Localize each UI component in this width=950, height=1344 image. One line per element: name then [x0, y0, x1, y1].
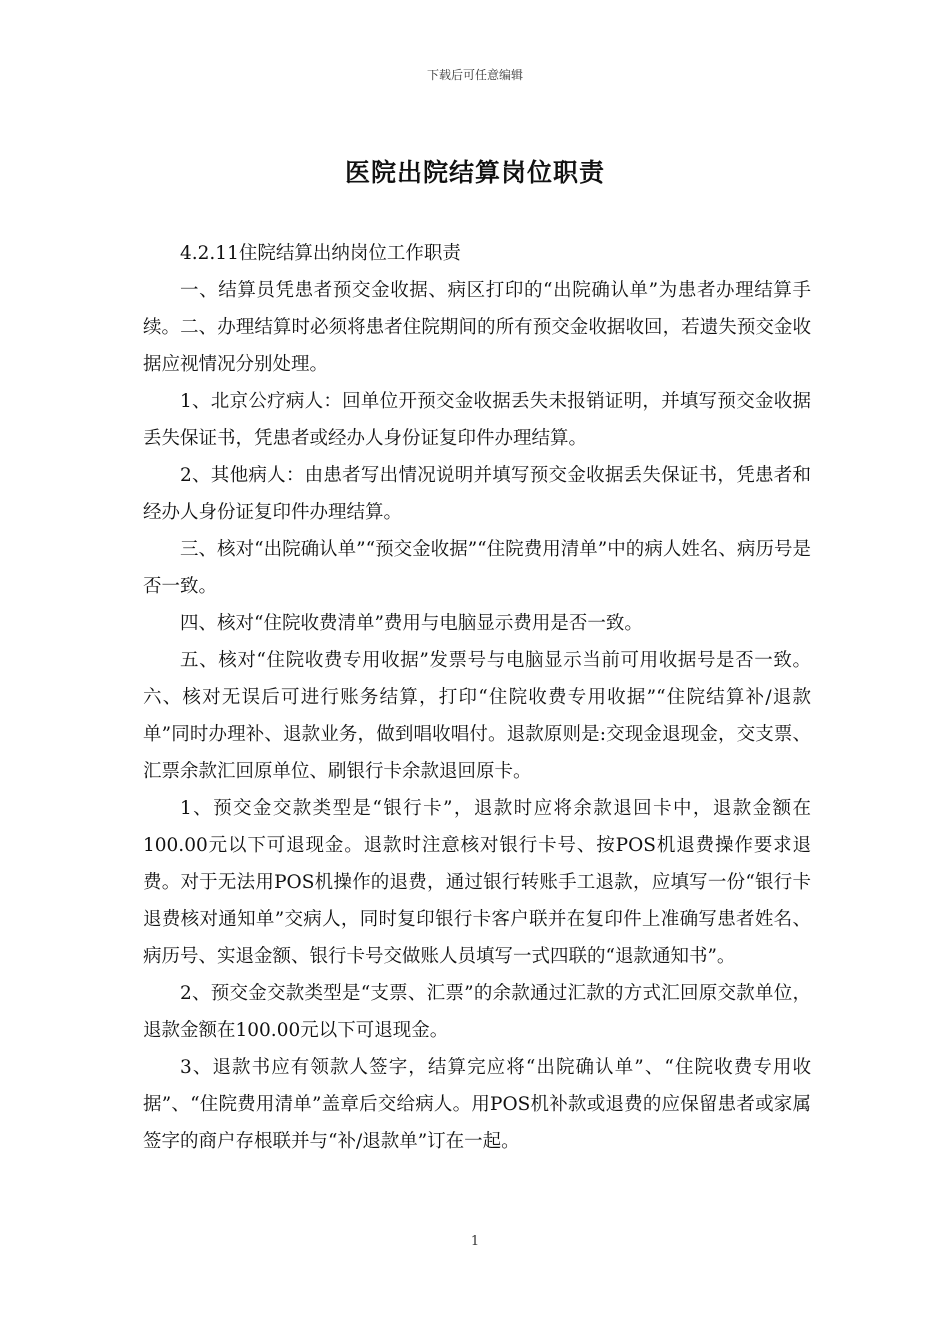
- page-number: 1: [470, 1234, 480, 1249]
- paragraph: 一、结算员凭患者预交金收据、病区打印的“出院确认单”为患者办理结算手续。二、办理结算时必须将患者住院期间的所有预交金收据收回，若遗失预交金收据应视情况分别处理。: [143, 280, 811, 375]
- paragraph: 2、其他病人：由患者写出情况说明并填写预交金收据丢失保证书，凭患者和经办人身份证复印件办理结算。: [143, 465, 811, 523]
- document-body: [143, 235, 811, 1160]
- paragraph: 1、北京公疗病人：回单位开预交金收据丢失未报销证明，并填写预交金收据丢失保证书，凭患者或经办人身份证复印件办理结算。: [143, 391, 811, 449]
- paragraph: 2、预交金交款类型是“支票、汇票”的余款通过汇款的方式汇回原交款单位，退款金额在100.00元以下可退现金。: [143, 983, 811, 1041]
- paragraph: 3、退款书应有领款人签字，结算完应将“出院确认单”、“住院收费专用收据”、“住院费用清单”盖章后交给病人。用POS机补款或退费的应保留患者或家属签字的商户存根联并与“补/退款单”订在一起。: [143, 1057, 811, 1152]
- paragraph: 1、预交金交款类型是“银行卡”，退款时应将余款退回卡中，退款金额在100.00元以下可退现金。退款时注意核对银行卡号、按POS机退费操作要求退费。对于无法用POS机操作的退费，通过银行转账手工退款，应填写一份“银行卡退费核对通知单”交病人，同时复印银行卡客户联并在复印件上准确写患者姓名、病历号、实退金额、银行卡号交做账人员填写一式四联的“退款通知书”。: [143, 798, 811, 967]
- page-header: 下载后可任意编辑: [426, 68, 523, 82]
- paragraph: 五、核对“住院收费专用收据”发票号与电脑显示当前可用收据号是否一致。六、核对无误后可进行账务结算，打印“住院收费专用收据”“住院结算补/退款单”同时办理补、退款业务，做到唱收唱付。退款原则是:交现金退现金，交支票、汇票余款汇回原单位、刷银行卡余款退回原卡。: [143, 650, 811, 782]
- paragraph: 四、核对“住院收费清单”费用与电脑显示费用是否一致。: [180, 613, 643, 634]
- paragraph: 4.2.11住院结算出纳岗位工作职责: [180, 243, 461, 264]
- paragraph: 三、核对“出院确认单”“预交金收据”“住院费用清单”中的病人姓名、病历号是否一致。: [143, 539, 811, 597]
- document-title: 医院出院结算岗位职责: [344, 158, 605, 187]
